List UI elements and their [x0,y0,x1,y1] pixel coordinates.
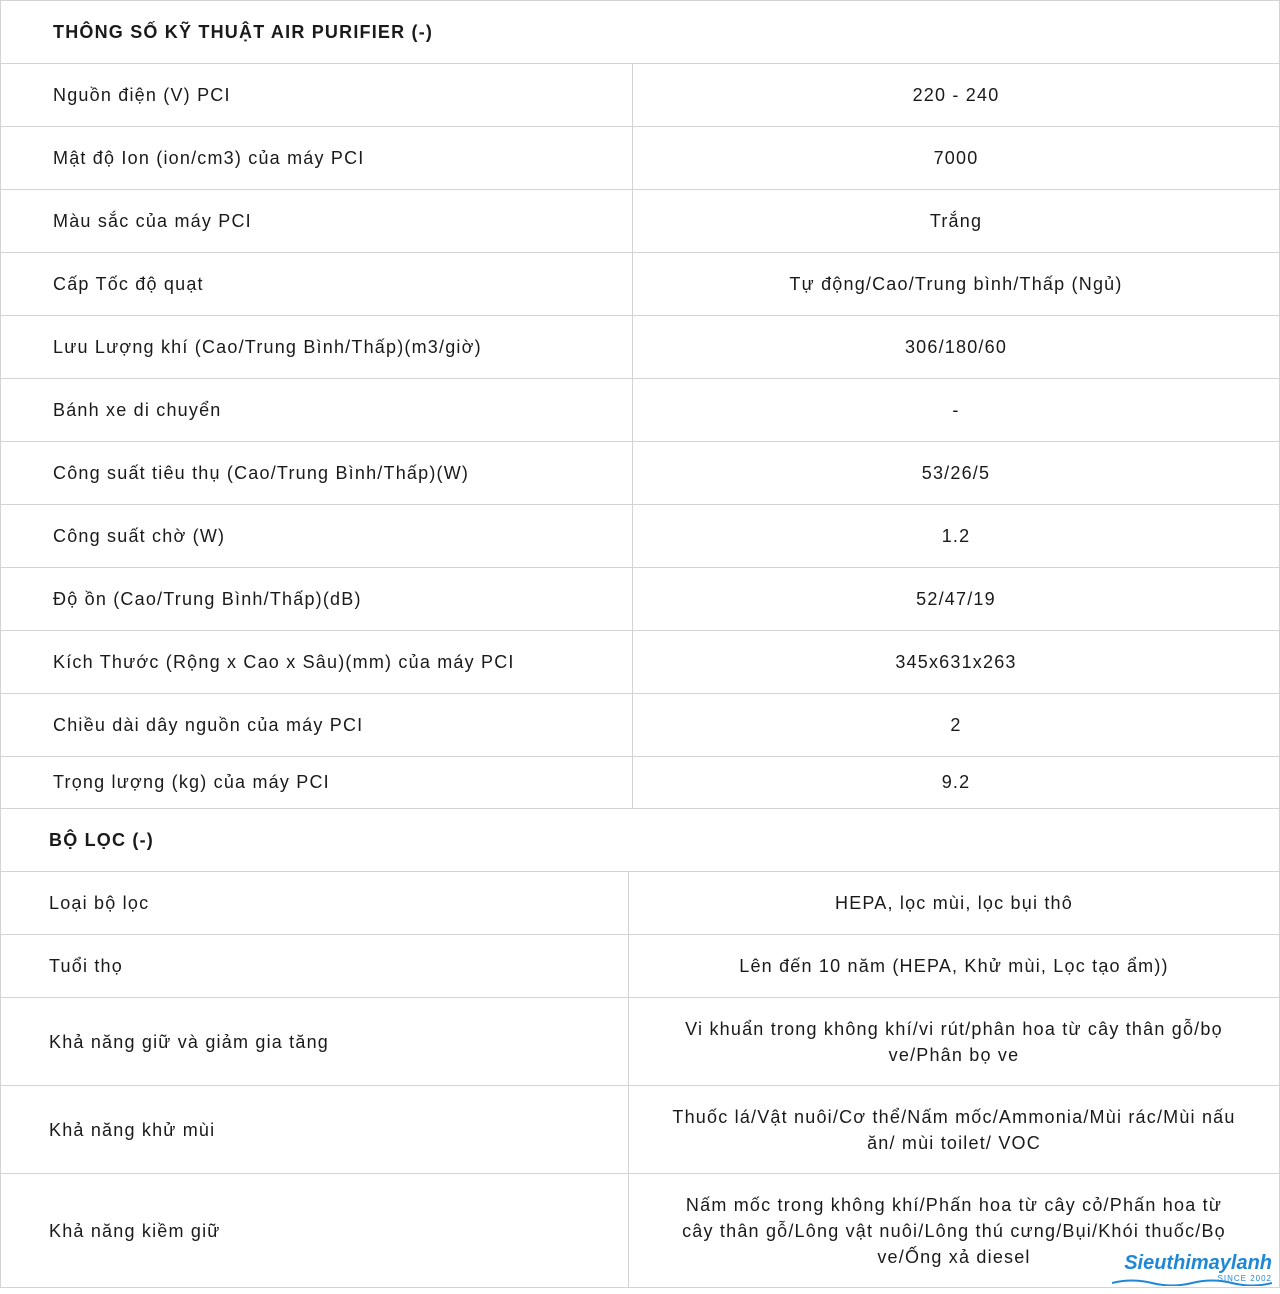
row-value: Tự động/Cao/Trung bình/Thấp (Ngủ) [633,253,1280,316]
row-label: Chiều dài dây nguồn của máy PCI [1,694,633,757]
row-value: 53/26/5 [633,442,1280,505]
table-row [1,935,1280,998]
brand-watermark [1112,1252,1272,1288]
row-label: Nguồn điện (V) PCI [1,64,633,127]
specs-table [0,63,1280,808]
table-row [1,127,1280,190]
table-row [1,872,1280,935]
table-row [1,253,1280,316]
table-row [1,568,1280,631]
row-label: Bánh xe di chuyển [1,379,633,442]
table-row [1,379,1280,442]
row-value: 345x631x263 [633,631,1280,694]
row-value: Nấm mốc trong không khí/Phấn hoa từ cây cỏ/Phấn hoa từ cây thân gỗ/Lông vật nuôi/Lông thú cưng/Bụi/Khói thuốc/Bọ ve/Ống xả diesel [629,1174,1280,1288]
row-value: 1.2 [633,505,1280,568]
row-value: - [633,379,1280,442]
row-label: Trọng lượng (kg) của máy PCI [1,757,633,808]
brand-name: Sieuthimaylanh [1124,1252,1272,1274]
table-row [1,631,1280,694]
row-label: Kích Thước (Rộng x Cao x Sâu)(mm) của máy PCI [1,631,633,694]
table-row [1,694,1280,757]
table-row [1,1174,1280,1288]
row-value: Vi khuẩn trong không khí/vi rút/phân hoa từ cây thân gỗ/bọ ve/Phân bọ ve [629,998,1280,1086]
row-value: Lên đến 10 năm (HEPA, Khử mùi, Lọc tạo ẩm)) [629,935,1280,998]
specs-section-title: THÔNG SỐ KỸ THUẬT AIR PURIFIER (-) [0,0,1280,63]
row-value: Thuốc lá/Vật nuôi/Cơ thể/Nấm mốc/Ammonia/Mùi rác/Mùi nấu ăn/ mùi toilet/ VOC [629,1086,1280,1174]
table-row [1,1086,1280,1174]
table-row [1,998,1280,1086]
table-row [1,442,1280,505]
row-label: Lưu Lượng khí (Cao/Trung Bình/Thấp)(m3/giờ) [1,316,633,379]
table-row [1,505,1280,568]
row-value: 7000 [633,127,1280,190]
table-row [1,757,1280,808]
brand-tagline: SINCE 2002 [1217,1274,1272,1283]
row-value: HEPA, lọc mùi, lọc bụi thô [629,872,1280,935]
row-value: Trắng [633,190,1280,253]
row-label: Cấp Tốc độ quạt [1,253,633,316]
row-label: Tuổi thọ [1,935,629,998]
table-row [1,64,1280,127]
wave-icon [1112,1278,1272,1286]
row-label: Độ ồn (Cao/Trung Bình/Thấp)(dB) [1,568,633,631]
row-label: Khả năng khử mùi [1,1086,629,1174]
table-row [1,190,1280,253]
row-value: 220 - 240 [633,64,1280,127]
row-value: 52/47/19 [633,568,1280,631]
row-label: Khả năng kiềm giữ [1,1174,629,1288]
table-row [1,316,1280,379]
filter-section-title: BỘ LỌC (-) [0,808,1280,871]
row-value: 9.2 [633,757,1280,808]
row-label: Loại bộ lọc [1,872,629,935]
row-label: Màu sắc của máy PCI [1,190,633,253]
row-value: 306/180/60 [633,316,1280,379]
row-label: Công suất tiêu thụ (Cao/Trung Bình/Thấp)(W) [1,442,633,505]
row-label: Mật độ Ion (ion/cm3) của máy PCI [1,127,633,190]
filter-table [0,871,1280,1288]
row-label: Khả năng giữ và giảm gia tăng [1,998,629,1086]
filter-section [0,808,1280,1294]
row-label: Công suất chờ (W) [1,505,633,568]
row-value: 2 [633,694,1280,757]
